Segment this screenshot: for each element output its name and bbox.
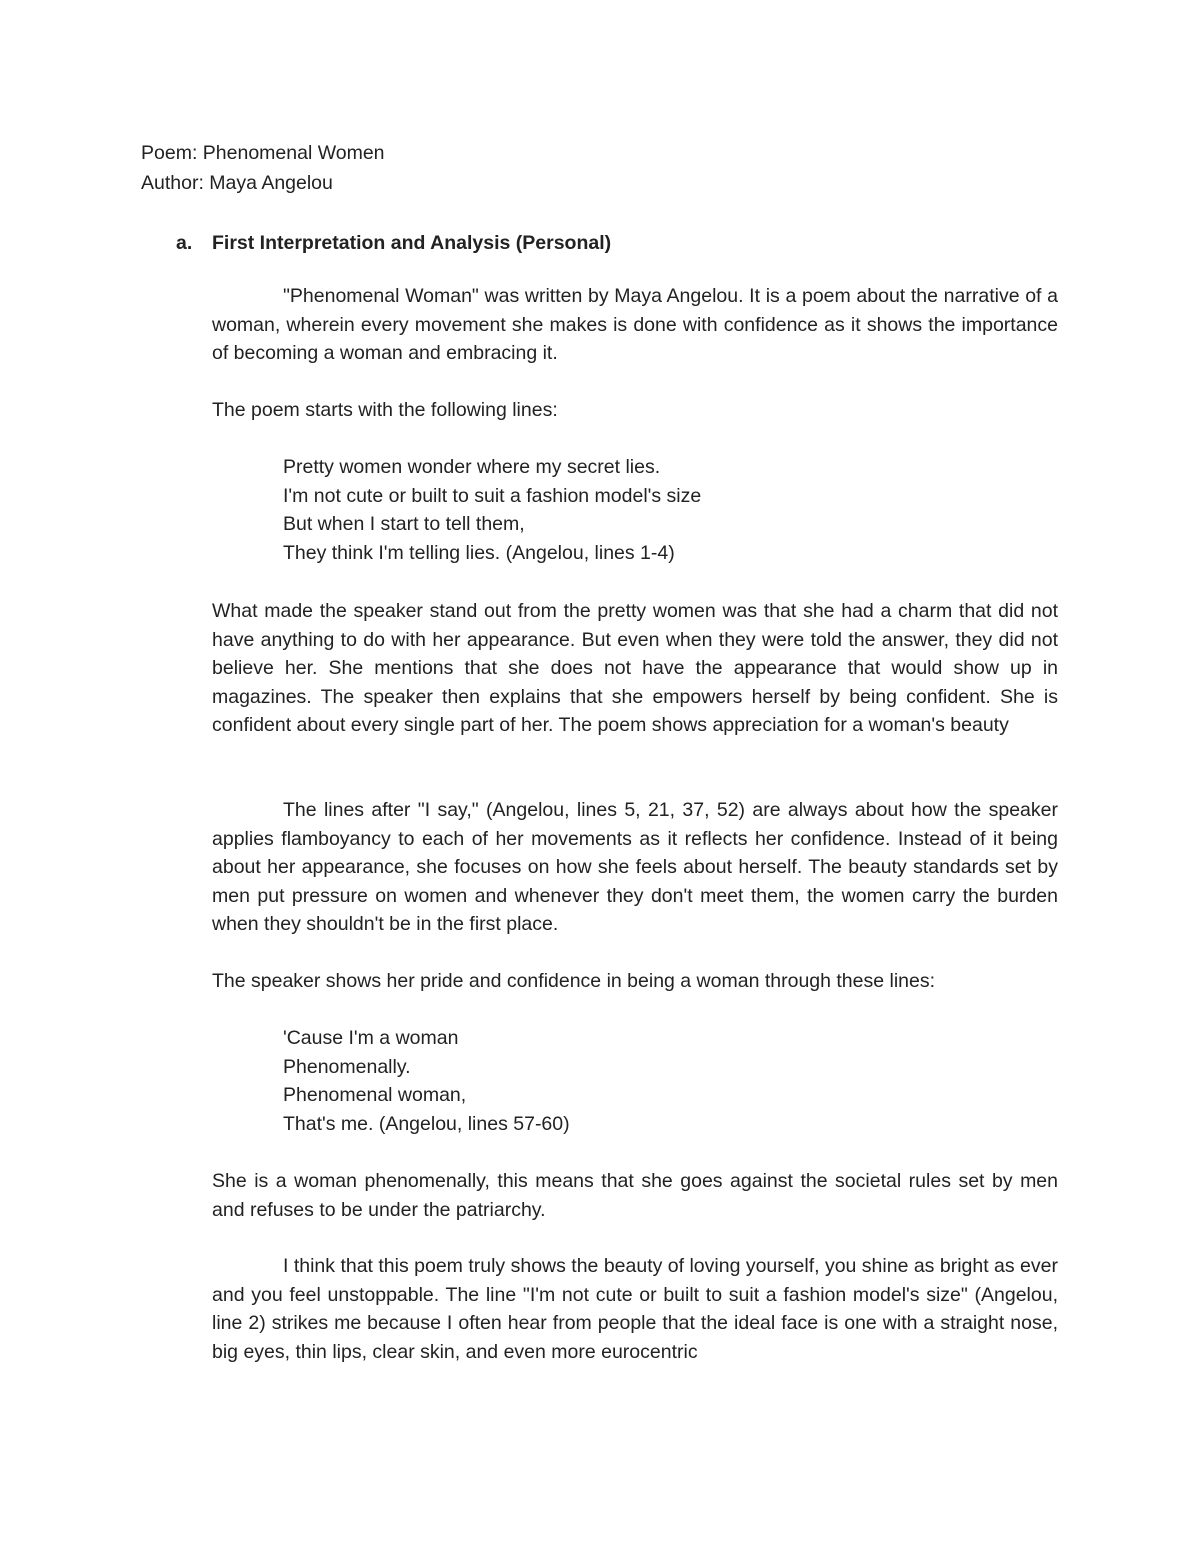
paragraph-phenomenally: She is a woman phenomenally, this means that she goes against the societal rules set by men and refuses to be under the patriarchy. — [212, 1170, 1058, 1221]
paragraph-speaker-charm: What made the speaker stand out from the pretty women was that she had a charm that did not have anything to do with her appearance. But even when they were told the answer, they did not believe her. She mentions that she does not have the appearance that would show up in magazines. The speaker then explains that she empowers herself by being confident. She is confident about every single part of her. The poem shows appreciation for a woman's beauty — [212, 600, 1058, 736]
section-title: First Interpretation and Analysis (Personal) — [212, 232, 612, 254]
paragraph-intro: "Phenomenal Woman" was written by Maya Angelou. It is a poem about the narrative of a woman, wherein every movement she makes is done with confidence as it shows the importance of becoming a woman and embracing it. — [212, 285, 1058, 364]
paragraph-i-say: The lines after "I say," (Angelou, lines 5, 21, 37, 52) are always about how the speaker applies flamboyancy to each of her movements as it reflects her confidence. Instead of it being about her appearance, she focuses on how she feels about herself. The beauty standards set by men put pressure on women and whenever they don't meet them, the women carry the burden when they shouldn't be in the first place. — [212, 799, 1058, 935]
quote-line: Phenomenal woman, — [283, 1084, 467, 1106]
quote-line: But when I start to tell them, — [283, 513, 525, 535]
section-heading — [176, 229, 611, 258]
poem-title-line: Poem: Phenomenal Women — [141, 142, 385, 164]
quote-line: Phenomenally. — [283, 1055, 411, 1078]
quote-line: They think I'm telling lies. (Angelou, lines 1-4) — [283, 541, 675, 564]
quote-block-2 — [283, 1024, 570, 1138]
quote-line: I'm not cute or built to suit a fashion model's size — [283, 484, 702, 507]
paragraph-lines-intro: The poem starts with the following lines: — [212, 399, 558, 421]
paragraph-pride-intro: The speaker shows her pride and confidence in being a woman through these lines: — [212, 970, 936, 992]
quote-line: Pretty women wonder where my secret lies. — [283, 456, 661, 478]
section-marker: a. — [176, 232, 193, 254]
paragraph-personal-reflection: I think that this poem truly shows the beauty of loving yourself, you shine as bright as ever and you feel unstoppable. The line "I'm not cute or built to suit a fashion model's size" (Angelou, line 2) strikes me because I often hear from people that the ideal face is one with a straight nose, big eyes, thin lips, clear skin, and even more eurocentric — [212, 1255, 1058, 1363]
quote-block-1 — [283, 453, 701, 567]
author-line: Author: Maya Angelou — [141, 172, 333, 194]
quote-line: 'Cause I'm a woman — [283, 1027, 459, 1049]
quote-line: That's me. (Angelou, lines 57-60) — [283, 1112, 570, 1135]
